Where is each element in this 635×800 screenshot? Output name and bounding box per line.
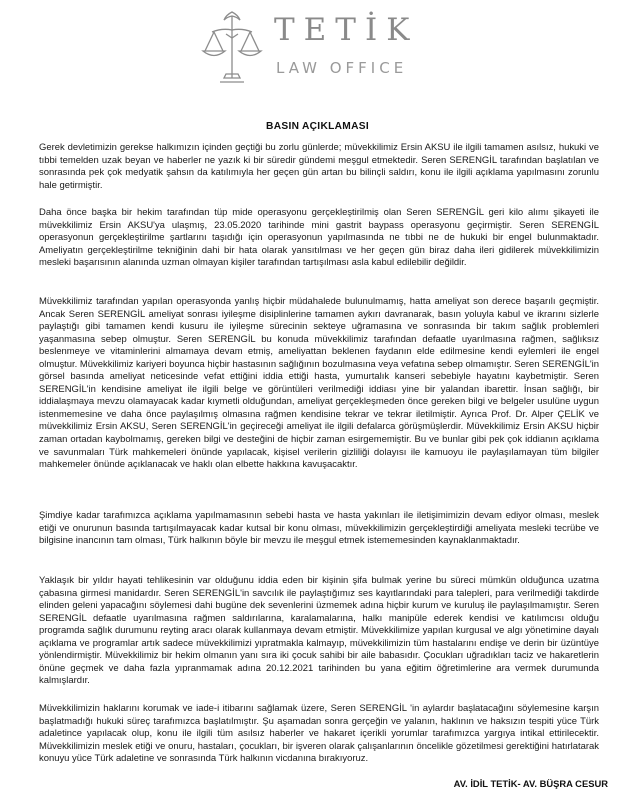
paragraph-6: Müvekkilimizin haklarını korumak ve iade-i itibarını sağlamak üzere, Seren SERENGİL 'in aylardır başlatacağını söylemesine karşın başlatmadığı hukuki süreç tarafımızca başlatılmıştır. Şu aşamadan sonra gerçeğin ve yalanın, haklının ve haksızın tespiti yüce Türk adaletince yapılacak olup, konu ile ilgili tüm asılsız haberler ve hakaret içerikli yorumlar tarafımızca yargıya intikal ettirilecektir. Müvekkilimizin meslek etiği ve onuru, hastaları, çocukları, bir işveren olarak çalışanlarının öncelikle gözetilmesi gerektiğini hatırlatarak konuyu yüce Türk adaletine ve sonrasında Türk halkının vicdanına bırakıyoruz. (39, 703, 599, 765)
paragraph-2: Daha önce başka bir hekim tarafından tüp mide operasyonu gerçekleştirilmiş olan Seren SERENGİL geri kilo alımı şikayeti ile müvekkilimiz Ersin AKSU'ya ulaşmış, 23.05.2020 tarihinde mini gastrit baypass operasyonu geçirmiştir. Seren SERENGİL operasyonun gerçekleştirilme şartlarını taşıdığı için operasyonun yapılmasında ne tıbbi ne de hukuki bir engel bulunmaktadır. Ameliyatın gerçekleştirilme tekniğinin dahi bir hata olarak yansıtılması ve her geçen gün biraz daha ileri gidilerek müvekkilimizin mesleki başarısının alanında uzman olmayan kişiler tarafından tartışılması asla kabul edilebilir değildir. (39, 207, 599, 269)
signature: AV. İDİL TETİK- AV. BÜŞRA CESUR (453, 778, 608, 789)
scales-of-justice-icon (196, 8, 272, 88)
paragraph-1: Gerek devletimizin gerekse halkımızın içinden geçtiği bu zorlu günlerde; müvekkilimiz Ersin AKSU ile ilgili tamamen asılsız, hukuki ve tıbbi temelden uzak beyan ve haberler ne yazık ki bir süredir gündemi meşgul etmektedir. Seren SERENGİL tarafından başlatılan ve sonrasında pek çok medyatik şahsın da katılımıyla her geçen gün artan bu bilinçli saldırı, konu ile ilgili açıklama yapılmasını zorunlu hale getirmiştir. (39, 142, 599, 191)
paragraph-3: Müvekkilimiz tarafından yapılan operasyonda yanlış hiçbir müdahalede bulunulmamış, hatta ameliyat son derece başarılı geçmiştir. Ancak Seren SERENGİL ameliyat sonrası iyileşme disiplinlerine tamamen aykırı davranarak, basın yoluyla kabul ve ikrarını sizlerle paylaştığı gibi tamamen kendi kusuru ile iyileşme sürecinin sekteye uğramasına ve sonrasında bir takım sağlık problemleri yaşanmasına sebep olmuştur. Seren SERENGİL bu konuda müvekkilimiz tarafından defaatle uyarılmasına rağmen, sağlıksız beslenmeye ve vitaminlerini almamaya devam etmiş, ameliyattan beklenen faydanın elde edilmesine kendi eylemleri ile engel olmuştur. Müvekkilimiz kariyeri boyunca hiçbir hastasının sağlığının bozulmasına veya vefatına sebep olmamıştır. Seren SERENGİL'in görsel basında ameliyat neticesinde vefat ettiğini iddia ettiği hasta, yumurtalık kanseri sebebiyle hayatını kaybetmiştir. Seren SERENGİL'in kendisine ameliyat ile ilgili belge ve görüntüleri verilmediği iddiası yine bir yalandan ibarettir. İnsan sağlığı, bir iddialaşmaya mevzu olamayacak kadar kıymetli olduğundan, ameliyat gerçekleşmeden önce gereken bilgi ve belgeler usulüne uygun istenmemesine ve daha önce paylaşılmış olmasına rağmen kendisine tekrar ve tekrar iletilmiştir. Ayrıca Prof. Dr. Alper ÇELİK ve müvekkilimiz Ersin AKSU, Seren SERENGİL'in geçireceği ameliyat ile ilgili defalarca görüşmüşlerdir. Müvekkilimiz Ersin AKSU hiçbir zaman ortadan kaybolmamış, gereken bilgi ve desteğini de hiçbir zaman esirgememiştir. Bu ve bunlar gibi pek çok iddianın açıklama ve savunmaları Türk mahkemeleri önünde yapılacak, kişisel verilerin gizliliği dolayısı ile kamuoyu ile paylaşılamayan tüm bilgiler mahkemeler önünde açıklanacak ve haklı olan elbette hakkına kavuşacaktır. (39, 296, 599, 471)
paragraph-5: Yaklaşık bir yıldır hayati tehlikesinin var olduğunu iddia eden bir kişinin şifa bulmak yerine bu süreci mümkün olduğunca uzatma çabasına girmesi manidardır. Seren SERENGİL'in savcılık ile paylaştığımız ses kayıtlarındaki para talepleri, para verilmediği takdirde elinden geleni yapacağını söylemesi dahi bugüne dek sevenlerini üzmemek adına hiçbir kurum ve kuruluş ile paylaşılmamıştır. Seren SERENGİL defaatle uyarılmasına rağmen saldırılarına, karalamalarına, halkı manipüle ederek kendisi ve katılımcısı olduğu programda sağlık durumunu reyting aracı olarak kullanmaya devam etmiştir. Müvekkilimize yapılan kurgusal ve algı yönetimine dayalı açıklama ve programlar artık sadece müvekkilimizi yıpratmakla kalmayıp, müvekkilimizin tüm hastalarını endişe ve derin bir üzüntüye yönlendirmiştir. Müvekkilimiz bir hekim olmanın yanı sıra iki çocuk sahibi bir aile babasıdır. Çocukları uğradıkları taciz ve hakaretlerin önüne geçmek ve daha fazla yıpranmamak adına 20.12.2021 tarihinden bu yana eğitim öğretimlerine ara vermek durumunda kalmışlardır. (39, 575, 599, 687)
logo-subtitle: LAW OFFICE (276, 59, 408, 77)
logo-wordmark: TETİK (274, 12, 419, 48)
law-office-logo (196, 8, 436, 88)
paragraph-4: Şimdiye kadar tarafımızca açıklama yapılmamasının sebebi hasta ve hasta yakınları ile iletişimimizin devam ediyor olması, meslek etiği ve onurunun basında tartışılmayacak kadar kutsal bir konu olması, müvekkilimizin gerçekleştirdiği ameliyata mesleki tecrübe ve bilgisine inancının tam olması, Türk halkının böyle bir mevzu ile meşgul etmek istememesinden kaynaklanmaktadır. (39, 510, 599, 547)
document-title: BASIN AÇIKLAMASI (266, 121, 369, 132)
